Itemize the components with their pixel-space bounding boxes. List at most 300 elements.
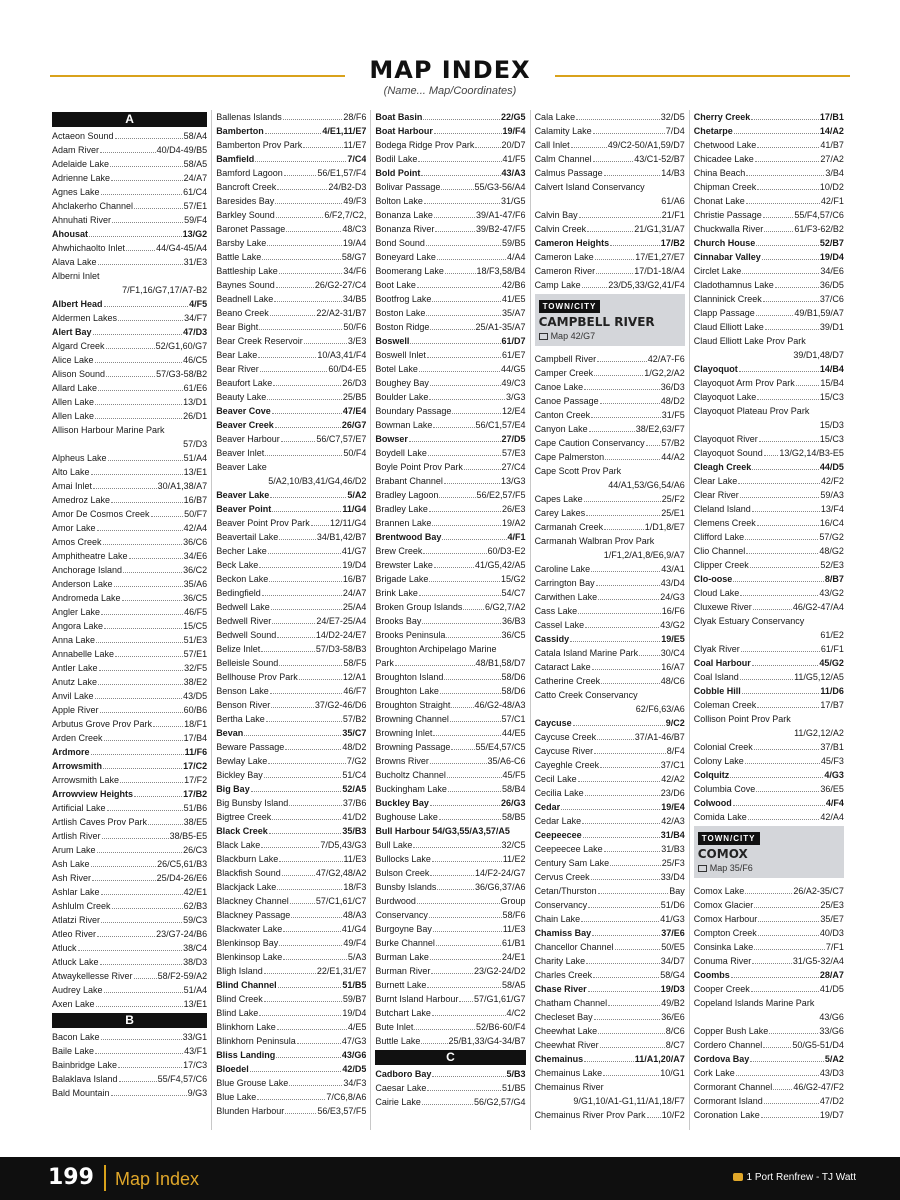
entry-coordinates: 25/F2 bbox=[661, 494, 685, 504]
entry-coordinates: 46/G2-47/F2 bbox=[793, 1082, 844, 1092]
entry-name: Clayoquot Arm Prov Park bbox=[693, 378, 795, 388]
index-entry bbox=[694, 250, 844, 264]
index-entry bbox=[375, 586, 525, 600]
entry-name: Brentwood Bay bbox=[375, 532, 442, 542]
entry-coordinates: 42/E1 bbox=[183, 887, 208, 897]
index-entry bbox=[375, 796, 525, 810]
entry-name: Browns River bbox=[375, 756, 429, 766]
dot-leader bbox=[119, 1073, 157, 1082]
entry-name: Brannen Lake bbox=[375, 518, 432, 528]
index-entry-continuation bbox=[694, 348, 844, 362]
entry-name: Burgoyne Bay bbox=[375, 924, 432, 934]
entry-name: Burnt Island Harbour bbox=[375, 994, 459, 1004]
dot-leader bbox=[452, 405, 501, 414]
index-entry bbox=[375, 1095, 525, 1109]
page-number: 199 bbox=[48, 1165, 94, 1190]
index-entry bbox=[52, 913, 207, 927]
entry-coordinates: 10/F2 bbox=[661, 1110, 685, 1120]
entry-coordinates: 58/F2-59/A2 bbox=[157, 971, 208, 981]
index-entry bbox=[216, 124, 366, 138]
dot-leader bbox=[115, 648, 183, 657]
index-entry bbox=[375, 614, 525, 628]
index-entry bbox=[216, 684, 366, 698]
entry-coordinates: 57/E1 bbox=[183, 201, 208, 211]
entry-name: Cala Lake bbox=[534, 112, 576, 122]
index-entry bbox=[375, 936, 525, 950]
dot-leader bbox=[299, 671, 342, 680]
index-entry bbox=[216, 516, 366, 530]
dot-leader bbox=[134, 200, 183, 209]
entry-name: Ahnuhati River bbox=[52, 215, 112, 225]
index-entry bbox=[216, 880, 366, 894]
dot-leader bbox=[436, 937, 501, 946]
index-entry bbox=[535, 968, 685, 982]
dot-leader bbox=[259, 1007, 341, 1016]
dot-leader bbox=[734, 125, 819, 134]
entry-name: Clayoquot River bbox=[693, 434, 758, 444]
index-entry bbox=[52, 353, 207, 367]
entry-coordinates: 39/D1,48/D7 bbox=[793, 350, 844, 360]
index-entry bbox=[535, 842, 685, 856]
entry-name: Balaklava Island bbox=[52, 1074, 118, 1084]
entry-coordinates: 43/A3 bbox=[501, 168, 526, 178]
dot-leader bbox=[282, 867, 315, 876]
index-entry bbox=[52, 857, 207, 871]
index-entry bbox=[52, 171, 207, 185]
index-entry bbox=[694, 586, 844, 600]
entry-coordinates: 22/G5 bbox=[501, 112, 526, 122]
entry-coordinates: 22/A2-31/B7 bbox=[316, 308, 367, 318]
entry-name: Blinkhorn Lake bbox=[216, 1022, 276, 1032]
entry-coordinates: 42/A3 bbox=[661, 816, 685, 826]
index-entry bbox=[52, 129, 207, 143]
entry-name: Beaver Point bbox=[216, 504, 272, 514]
index-entry bbox=[216, 852, 366, 866]
entry-coordinates: 55/F4,57/C6 bbox=[794, 210, 844, 220]
index-entry bbox=[694, 334, 844, 348]
entry-coordinates: 58/D6 bbox=[501, 686, 526, 696]
dot-leader bbox=[427, 349, 501, 358]
entry-name: Bloedel bbox=[216, 1064, 249, 1074]
entry-coordinates: 41/G5,42/A5 bbox=[475, 560, 526, 570]
index-entry bbox=[535, 394, 685, 408]
entry-name: Canton Creek bbox=[534, 410, 591, 420]
dot-leader bbox=[582, 815, 660, 824]
entry-name: Century Sam Lake bbox=[534, 858, 610, 868]
entry-name: Comox Lake bbox=[693, 886, 745, 896]
dot-leader bbox=[395, 657, 475, 666]
dot-leader bbox=[259, 559, 341, 568]
index-entry bbox=[535, 1010, 685, 1024]
index-column bbox=[211, 110, 370, 1130]
dot-leader bbox=[598, 1025, 665, 1034]
index-entry bbox=[375, 180, 525, 194]
footer-divider bbox=[104, 1165, 106, 1191]
index-entry bbox=[535, 1066, 685, 1080]
entry-coordinates: 52/A5 bbox=[342, 784, 367, 794]
index-entry bbox=[375, 950, 525, 964]
entry-coordinates: 13/D1 bbox=[183, 397, 208, 407]
entry-coordinates: 4/F5 bbox=[189, 299, 208, 309]
index-entry-continuation bbox=[694, 726, 844, 740]
dot-leader bbox=[101, 1031, 182, 1040]
entry-coordinates: 55/E4,57/C5 bbox=[475, 742, 526, 752]
entry-name: Boydell Lake bbox=[375, 448, 427, 458]
index-entry bbox=[694, 782, 844, 796]
dot-leader bbox=[745, 885, 792, 894]
entry-coordinates: 11/F6 bbox=[184, 747, 208, 757]
index-entry bbox=[375, 558, 525, 572]
index-entry-continuation bbox=[535, 1094, 685, 1108]
dot-leader bbox=[751, 111, 819, 120]
dot-leader bbox=[409, 433, 501, 442]
section-letter-header: B bbox=[52, 1013, 207, 1028]
dot-leader bbox=[277, 181, 327, 190]
index-entry bbox=[52, 507, 207, 521]
entry-name: Ahwhichaolto Inlet bbox=[52, 243, 126, 253]
index-entry bbox=[694, 884, 844, 898]
dot-leader bbox=[444, 475, 500, 484]
entry-name: Burman River bbox=[375, 966, 431, 976]
dot-leader bbox=[430, 797, 500, 806]
entry-name: Bickley Bay bbox=[216, 770, 263, 780]
entry-name: Cloud Lake bbox=[693, 588, 740, 598]
entry-name: Bedwell Sound bbox=[216, 630, 277, 640]
entry-name: Beckon Lake bbox=[216, 574, 269, 584]
entry-coordinates: 28/A7 bbox=[819, 970, 844, 980]
entry-name: Chetwood Lake bbox=[693, 140, 757, 150]
index-entry bbox=[375, 264, 525, 278]
town-map-text: Map 42/G7 bbox=[550, 331, 596, 341]
index-entry bbox=[535, 450, 685, 464]
entry-coordinates: 6/F2,7/C2, bbox=[324, 210, 367, 220]
entry-coordinates: 17/B7 bbox=[820, 700, 844, 710]
entry-coordinates: 14/A2 bbox=[819, 126, 844, 136]
dot-leader bbox=[430, 951, 501, 960]
entry-coordinates: 52/B7 bbox=[819, 238, 844, 248]
index-entry bbox=[375, 292, 525, 306]
index-entry-continuation bbox=[535, 478, 685, 492]
entry-coordinates: 31/E3 bbox=[183, 257, 208, 267]
index-entry bbox=[52, 717, 207, 731]
index-entry bbox=[535, 898, 685, 912]
footer-section-name: Map Index bbox=[115, 1169, 200, 1189]
index-entry bbox=[375, 306, 525, 320]
dot-leader bbox=[95, 396, 182, 405]
dot-leader bbox=[595, 251, 635, 260]
dot-leader bbox=[464, 461, 501, 470]
entry-coordinates: 5/B3 bbox=[506, 1069, 526, 1079]
entry-name: Bainbridge Lake bbox=[52, 1060, 118, 1070]
entry-name: Blinkhorn Peninsula bbox=[216, 1036, 296, 1046]
entry-coordinates: 42/F1 bbox=[820, 196, 844, 206]
index-entry bbox=[535, 954, 685, 968]
entry-name: Bughouse Lake bbox=[375, 812, 438, 822]
entry-coordinates: 45/F5 bbox=[502, 770, 526, 780]
dot-leader bbox=[153, 718, 183, 727]
dot-leader bbox=[758, 913, 819, 922]
dot-leader bbox=[755, 153, 820, 162]
dot-leader bbox=[134, 788, 182, 797]
index-entry bbox=[694, 264, 844, 278]
entry-name: Battle Lake bbox=[216, 252, 262, 262]
dot-leader bbox=[126, 242, 155, 251]
index-entry-continuation bbox=[216, 474, 366, 488]
entry-name: Comox Harbour bbox=[693, 914, 758, 924]
index-entry bbox=[52, 479, 207, 493]
entry-name: Blackney Channel bbox=[216, 896, 289, 906]
index-entry bbox=[694, 600, 844, 614]
entry-coordinates: 41/E5 bbox=[502, 294, 526, 304]
entry-name: Anna Lake bbox=[52, 635, 96, 645]
entry-coordinates: 35/A6 bbox=[183, 579, 208, 589]
entry-coordinates: 19/A2 bbox=[502, 518, 526, 528]
entry-name: Browning Inlet bbox=[375, 728, 433, 738]
entry-coordinates: 14/B4 bbox=[819, 364, 844, 374]
entry-name: Bulson Creek bbox=[375, 868, 430, 878]
entry-coordinates: 37/A1-46/B7 bbox=[634, 732, 685, 742]
dot-leader bbox=[765, 321, 819, 330]
entry-coordinates: 18/F1 bbox=[184, 719, 208, 729]
entry-name: Amedroz Lake bbox=[52, 495, 111, 505]
dot-leader bbox=[423, 545, 486, 554]
entry-name: Bolivar Passage bbox=[375, 182, 441, 192]
dot-leader bbox=[600, 395, 660, 404]
dot-leader bbox=[270, 489, 346, 498]
index-entry bbox=[535, 646, 685, 660]
dot-leader bbox=[592, 927, 660, 936]
entry-coordinates: 48/C6 bbox=[660, 676, 685, 686]
index-entry bbox=[52, 549, 207, 563]
dot-leader bbox=[752, 461, 819, 470]
index-entry bbox=[52, 633, 207, 647]
index-entry bbox=[216, 992, 366, 1006]
dot-leader bbox=[120, 774, 183, 783]
entry-coordinates: 14/F2-24/G7 bbox=[475, 868, 526, 878]
entry-name: Bull Lake bbox=[375, 840, 413, 850]
entry-name: Carmanah Walbran Prov Park bbox=[534, 536, 655, 546]
entry-name: Blenkinsop Bay bbox=[216, 938, 279, 948]
entry-name: Blackfish Sound bbox=[216, 868, 281, 878]
dot-leader bbox=[97, 844, 183, 853]
dot-leader bbox=[591, 409, 661, 418]
entry-name: Beaver Harbour bbox=[216, 434, 280, 444]
index-entry bbox=[216, 964, 366, 978]
index-entry bbox=[535, 618, 685, 632]
entry-name: Broughton Archipelago Marine bbox=[375, 644, 497, 654]
index-entry bbox=[52, 997, 207, 1011]
entry-name: Chetarpe bbox=[693, 126, 733, 136]
entry-coordinates: 45/G2 bbox=[819, 658, 844, 668]
entry-name: Bowser bbox=[375, 434, 408, 444]
dot-leader bbox=[279, 937, 342, 946]
dot-leader bbox=[429, 391, 505, 400]
entry-coordinates: 34/D7 bbox=[660, 956, 685, 966]
entry-coordinates: 4/C2 bbox=[506, 1008, 526, 1018]
entry-coordinates: 44/E5 bbox=[502, 728, 526, 738]
entry-name: Boston Lake bbox=[375, 308, 426, 318]
entry-coordinates: 17/F2 bbox=[184, 775, 208, 785]
entry-coordinates: 11/E3 bbox=[343, 854, 367, 864]
entry-coordinates: 25/D4-26/E6 bbox=[156, 873, 208, 883]
map-book-icon bbox=[698, 865, 707, 872]
dot-leader bbox=[447, 769, 502, 778]
dot-leader bbox=[597, 731, 634, 740]
entry-coordinates: 26/C3 bbox=[183, 845, 208, 855]
index-entry bbox=[535, 208, 685, 222]
dot-leader bbox=[730, 769, 823, 778]
dot-leader bbox=[100, 956, 183, 965]
dot-leader bbox=[262, 251, 341, 260]
index-entry bbox=[216, 530, 366, 544]
index-entry bbox=[375, 418, 525, 432]
index-entry bbox=[694, 208, 844, 222]
index-entry bbox=[52, 843, 207, 857]
entry-name: Alto Lake bbox=[52, 467, 90, 477]
dot-leader bbox=[746, 545, 818, 554]
index-entry bbox=[535, 828, 685, 842]
index-entry bbox=[694, 614, 844, 628]
entry-name: Bewlay Lake bbox=[216, 756, 268, 766]
entry-coordinates: 39/A1-47/F6 bbox=[476, 210, 526, 220]
dot-leader bbox=[267, 391, 342, 400]
index-entry bbox=[52, 493, 207, 507]
entry-name: Boomerang Lake bbox=[375, 266, 444, 276]
entry-coordinates: 57/G3-58/B2 bbox=[156, 369, 208, 379]
entry-name: Actaeon Sound bbox=[52, 131, 114, 141]
index-entry bbox=[535, 492, 685, 506]
entry-name: Bold Point bbox=[375, 168, 421, 178]
entry-name: Broughton Island bbox=[375, 672, 444, 682]
entry-name: Blackburn Lake bbox=[216, 854, 279, 864]
entry-coordinates: 13/G2,14/B3-E5 bbox=[779, 448, 844, 458]
entry-name: Blackney Passage bbox=[216, 910, 291, 920]
entry-name: Boughey Bay bbox=[375, 378, 429, 388]
index-entry bbox=[52, 899, 207, 913]
entry-coordinates: 13/F4 bbox=[820, 504, 844, 514]
entry-coordinates: 31/G5-32/A4 bbox=[792, 956, 844, 966]
index-entry bbox=[52, 689, 207, 703]
index-entry bbox=[535, 562, 685, 576]
index-entry bbox=[535, 1108, 685, 1122]
dot-leader bbox=[763, 293, 819, 302]
entry-name: Botel Lake bbox=[375, 364, 418, 374]
entry-name: Catherine Creek bbox=[534, 676, 601, 686]
index-entry bbox=[52, 535, 207, 549]
entry-coordinates: 23/G7-24/B6 bbox=[156, 929, 208, 939]
index-entry bbox=[52, 829, 207, 843]
entry-name: Checleset Bay bbox=[534, 1012, 593, 1022]
dot-leader bbox=[414, 1021, 475, 1030]
entry-coordinates: 37/C6 bbox=[819, 294, 844, 304]
entry-coordinates: 51/A4 bbox=[183, 985, 208, 995]
index-entry bbox=[694, 446, 844, 460]
index-entry bbox=[535, 138, 685, 152]
dot-leader bbox=[591, 871, 660, 880]
entry-name: Bamfield bbox=[216, 154, 255, 164]
entry-coordinates: 33/G1 bbox=[182, 1032, 208, 1042]
index-entry bbox=[52, 577, 207, 591]
entry-name: Camp Lake bbox=[534, 280, 581, 290]
entry-name: Bedwell River bbox=[216, 616, 272, 626]
entry-name: Cluxewe River bbox=[693, 602, 752, 612]
entry-name: Colony Lake bbox=[693, 756, 744, 766]
entry-name: Big Bay bbox=[216, 784, 250, 794]
dot-leader bbox=[277, 629, 315, 638]
index-entry bbox=[52, 983, 207, 997]
entry-coordinates: 41/D2 bbox=[342, 812, 367, 822]
entry-coordinates: 32/F5 bbox=[184, 663, 208, 673]
dot-leader bbox=[759, 433, 819, 442]
entry-coordinates: 17/B2 bbox=[660, 238, 685, 248]
dot-leader bbox=[279, 531, 316, 540]
dot-leader bbox=[432, 1007, 506, 1016]
entry-coordinates: 11/G4 bbox=[342, 504, 367, 514]
entry-coordinates: 25/A1-35/A7 bbox=[475, 322, 526, 332]
index-entry bbox=[535, 660, 685, 674]
index-entry bbox=[52, 647, 207, 661]
dot-leader bbox=[106, 368, 155, 377]
index-entry bbox=[375, 1020, 525, 1034]
entry-coordinates: 36/C5 bbox=[501, 630, 526, 640]
index-entry bbox=[694, 796, 844, 810]
entry-name: Bear Bight bbox=[216, 322, 259, 332]
index-entry bbox=[694, 432, 844, 446]
dot-leader bbox=[277, 881, 342, 890]
dot-leader bbox=[600, 1039, 665, 1048]
index-entry bbox=[375, 432, 525, 446]
dot-leader bbox=[758, 927, 819, 936]
entry-coordinates: 47/D3 bbox=[183, 327, 208, 337]
entry-name: Bonanza River bbox=[375, 224, 435, 234]
entry-name: Battleship Lake bbox=[216, 266, 278, 276]
dot-leader bbox=[279, 265, 343, 274]
entry-name: Cadboro Bay bbox=[375, 1069, 432, 1079]
dot-leader bbox=[264, 965, 316, 974]
entry-coordinates: 12/A1 bbox=[342, 672, 367, 682]
dot-leader bbox=[639, 647, 660, 656]
index-entry bbox=[216, 1062, 366, 1076]
entry-name: Chancellor Channel bbox=[534, 942, 614, 952]
index-entry bbox=[535, 264, 685, 278]
entry-coordinates: 40/D4-49/B5 bbox=[156, 145, 208, 155]
entry-coordinates: 19/D4 bbox=[342, 560, 367, 570]
index-entry bbox=[535, 772, 685, 786]
entry-coordinates: 17/D1-18/A4 bbox=[634, 266, 685, 276]
index-entry-continuation bbox=[52, 437, 207, 451]
dot-leader bbox=[285, 1105, 316, 1114]
index-entry bbox=[52, 703, 207, 717]
index-entry bbox=[216, 558, 366, 572]
entry-coordinates: 24/G3 bbox=[660, 592, 685, 602]
section-letter-header: C bbox=[375, 1050, 525, 1065]
entry-coordinates: 5/A3 bbox=[347, 952, 367, 962]
dot-leader bbox=[93, 326, 183, 335]
dot-leader bbox=[258, 349, 316, 358]
index-entry bbox=[375, 530, 525, 544]
index-entry bbox=[535, 884, 685, 898]
entry-coordinates: 42/F2 bbox=[820, 476, 844, 486]
index-column bbox=[370, 110, 529, 1130]
entry-coordinates: 37/B1 bbox=[820, 742, 844, 752]
entry-coordinates: 42/D5 bbox=[342, 1064, 367, 1074]
entry-coordinates: 51/B6 bbox=[183, 803, 208, 813]
index-entry bbox=[535, 786, 685, 800]
entry-coordinates: 15/C3 bbox=[819, 392, 844, 402]
index-entry bbox=[694, 940, 844, 954]
entry-coordinates: 49/B2 bbox=[661, 998, 685, 1008]
entry-name: Campbell River bbox=[534, 354, 597, 364]
